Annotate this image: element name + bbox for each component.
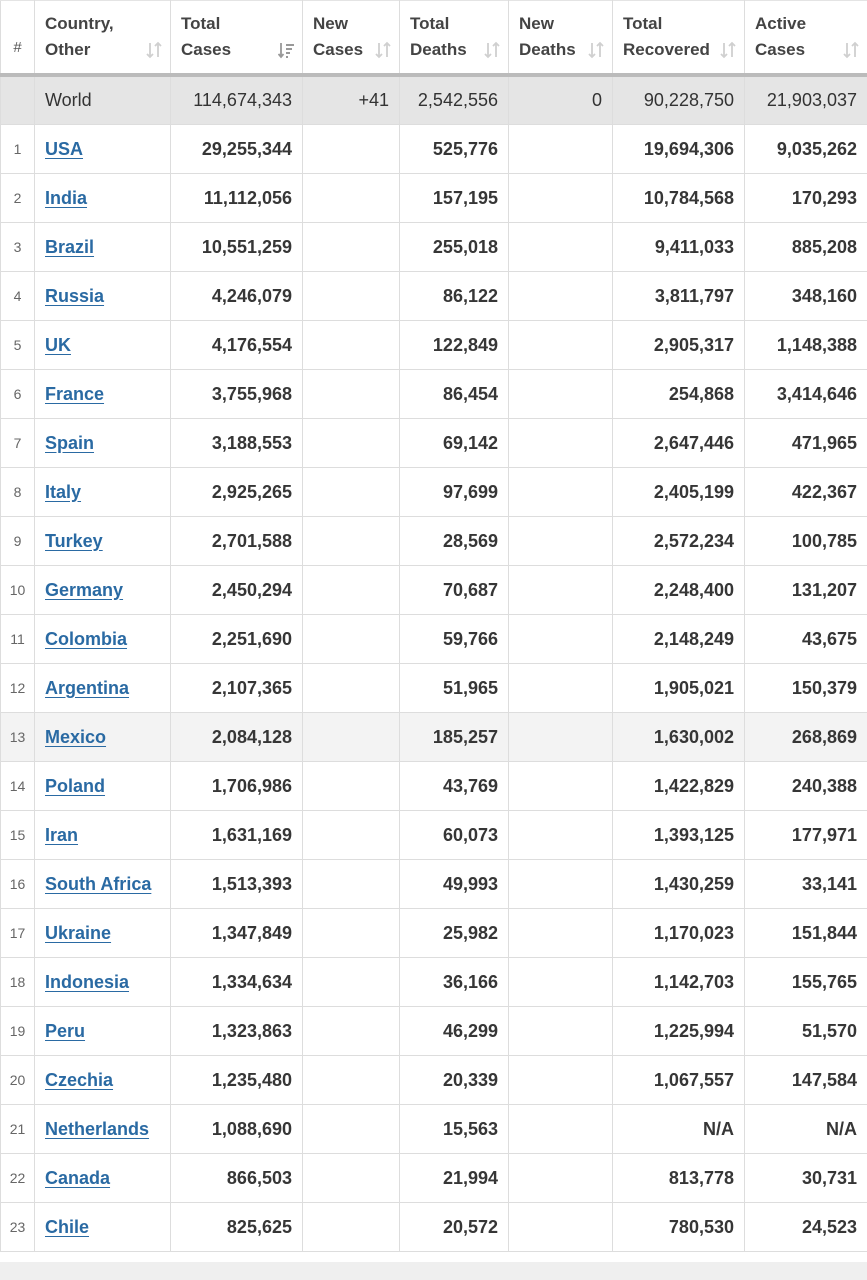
sort-arrows-icon[interactable]: [146, 41, 162, 59]
new-deaths-cell: [509, 1203, 613, 1252]
index-cell: 6: [1, 370, 35, 419]
world-row: [1, 75, 867, 125]
header-total-recovered-line1: Total: [623, 13, 663, 33]
header-index: [1, 1, 35, 75]
country-cell[interactable]: [35, 664, 171, 713]
total-recovered-cell: 1,422,829: [613, 762, 745, 811]
table-row: [1, 958, 867, 1007]
table-row: [1, 419, 867, 468]
index-cell: 4: [1, 272, 35, 321]
country-cell[interactable]: [35, 713, 171, 762]
new-cases-cell: [303, 566, 400, 615]
total-deaths-cell: 60,073: [400, 811, 509, 860]
new-cases-cell: [303, 468, 400, 517]
new-cases-cell: [303, 321, 400, 370]
new-cases-cell: [303, 615, 400, 664]
index-cell: 12: [1, 664, 35, 713]
country-cell[interactable]: [35, 174, 171, 223]
active-cases-cell: 33,141: [745, 860, 867, 909]
total-deaths-cell: 255,018: [400, 223, 509, 272]
total-deaths-cell: 25,982: [400, 909, 509, 958]
country-cell[interactable]: [35, 860, 171, 909]
active-cases-cell: N/A: [745, 1105, 867, 1154]
total-cases-cell: 2,450,294: [171, 566, 303, 615]
table-row: [1, 468, 867, 517]
country-cell[interactable]: [35, 125, 171, 174]
total-cases-cell: 1,706,986: [171, 762, 303, 811]
total-recovered-cell: 813,778: [613, 1154, 745, 1203]
country-link[interactable]: Indonesia: [45, 971, 130, 992]
sort-arrows-icon[interactable]: [843, 41, 859, 59]
active-cases-cell: 1,148,388: [745, 321, 867, 370]
total-cases-cell: 2,925,265: [171, 468, 303, 517]
total-recovered-cell: 19,694,306: [613, 125, 745, 174]
index-cell: 9: [1, 517, 35, 566]
country-cell[interactable]: [35, 1056, 171, 1105]
total-cases-cell: 4,246,079: [171, 272, 303, 321]
index-cell: 11: [1, 615, 35, 664]
table-row: [1, 909, 867, 958]
country-link[interactable]: Czechia: [45, 1069, 114, 1090]
header-total-recovered[interactable]: [613, 1, 745, 75]
total-cases-cell: 1,513,393: [171, 860, 303, 909]
total-deaths-cell: 185,257: [400, 713, 509, 762]
new-deaths-cell: [509, 1105, 613, 1154]
new-cases-cell: [303, 860, 400, 909]
total-recovered-cell: 10,784,568: [613, 174, 745, 223]
country-cell[interactable]: [35, 762, 171, 811]
bottom-strip: [0, 1262, 867, 1280]
total-deaths-cell: 157,195: [400, 174, 509, 223]
total-recovered-cell: 1,393,125: [613, 811, 745, 860]
new-cases-cell: [303, 1007, 400, 1056]
total-recovered-cell: 2,905,317: [613, 321, 745, 370]
country-link[interactable]: Peru: [45, 1020, 86, 1041]
index-cell: 1: [1, 125, 35, 174]
index-cell: 14: [1, 762, 35, 811]
total-cases-cell: 11,112,056: [171, 174, 303, 223]
header-total-deaths[interactable]: [400, 1, 509, 75]
total-deaths-cell: 525,776: [400, 125, 509, 174]
table-row: [1, 223, 867, 272]
new-deaths-cell: [509, 321, 613, 370]
header-total-recovered-line2: Recovered: [623, 39, 710, 59]
header-total-cases-line2: Cases: [181, 39, 232, 59]
header-total-cases[interactable]: [171, 1, 303, 75]
country-cell[interactable]: [35, 958, 171, 1007]
total-recovered-cell: 1,067,557: [613, 1056, 745, 1105]
sort-arrows-icon[interactable]: [588, 41, 604, 59]
table-row: [1, 272, 867, 321]
new-deaths-cell: [509, 517, 613, 566]
index-cell: 7: [1, 419, 35, 468]
active-cases-cell: 150,379: [745, 664, 867, 713]
index-cell: 20: [1, 1056, 35, 1105]
total-deaths-cell: 43,769: [400, 762, 509, 811]
active-cases-cell: 348,160: [745, 272, 867, 321]
index-cell: 21: [1, 1105, 35, 1154]
country-cell[interactable]: [35, 1105, 171, 1154]
new-cases-cell: [303, 1056, 400, 1105]
total-recovered-cell: 2,405,199: [613, 468, 745, 517]
total-recovered-cell: 1,225,994: [613, 1007, 745, 1056]
world-index-cell: [1, 75, 35, 125]
active-cases-cell: 151,844: [745, 909, 867, 958]
total-recovered-cell: 2,148,249: [613, 615, 745, 664]
total-cases-cell: 1,334,634: [171, 958, 303, 1007]
header-index-label: #: [13, 38, 22, 56]
table-row: [1, 1154, 867, 1203]
total-cases-cell: 4,176,554: [171, 321, 303, 370]
country-link[interactable]: Mexico: [45, 726, 107, 747]
table-row: [1, 1007, 867, 1056]
country-cell[interactable]: [35, 517, 171, 566]
country-link[interactable]: France: [45, 383, 105, 404]
country-link[interactable]: Italy: [45, 481, 82, 502]
table-row: [1, 615, 867, 664]
world-new-cases-cell: +41: [303, 75, 400, 125]
country-cell[interactable]: [35, 223, 171, 272]
header-new-deaths[interactable]: [509, 1, 613, 75]
total-cases-cell: 3,755,968: [171, 370, 303, 419]
new-deaths-cell: [509, 811, 613, 860]
new-cases-cell: [303, 811, 400, 860]
country-cell[interactable]: [35, 468, 171, 517]
new-deaths-cell: [509, 713, 613, 762]
new-deaths-cell: [509, 468, 613, 517]
new-deaths-cell: [509, 1007, 613, 1056]
total-deaths-cell: 20,572: [400, 1203, 509, 1252]
total-deaths-cell: 86,454: [400, 370, 509, 419]
total-recovered-cell: 2,572,234: [613, 517, 745, 566]
new-deaths-cell: [509, 958, 613, 1007]
world-active-cases-cell: 21,903,037: [745, 75, 867, 125]
country-link[interactable]: Spain: [45, 432, 95, 453]
sort-arrows-icon[interactable]: [484, 41, 500, 59]
index-cell: 2: [1, 174, 35, 223]
active-cases-cell: 43,675: [745, 615, 867, 664]
new-deaths-cell: [509, 1154, 613, 1203]
table-row: [1, 1203, 867, 1252]
index-cell: 13: [1, 713, 35, 762]
new-deaths-cell: [509, 566, 613, 615]
total-recovered-cell: N/A: [613, 1105, 745, 1154]
world-total-deaths-cell: 2,542,556: [400, 75, 509, 125]
country-link[interactable]: Ukraine: [45, 922, 112, 943]
active-cases-cell: 885,208: [745, 223, 867, 272]
total-deaths-cell: 36,166: [400, 958, 509, 1007]
header-country[interactable]: [35, 1, 171, 75]
country-link[interactable]: India: [45, 187, 88, 208]
total-cases-cell: 1,631,169: [171, 811, 303, 860]
active-cases-cell: 155,765: [745, 958, 867, 1007]
table-header: [1, 1, 867, 75]
table-row: [1, 1105, 867, 1154]
table-row: [1, 517, 867, 566]
table-row: [1, 1056, 867, 1105]
country-link[interactable]: Russia: [45, 285, 105, 306]
sort-arrows-icon[interactable]: [720, 41, 736, 59]
new-cases-cell: [303, 1154, 400, 1203]
country-link[interactable]: South Africa: [45, 873, 152, 894]
total-cases-cell: 29,255,344: [171, 125, 303, 174]
table-body: [1, 75, 867, 1252]
country-link[interactable]: Canada: [45, 1167, 111, 1188]
new-cases-cell: [303, 1203, 400, 1252]
country-link[interactable]: USA: [45, 138, 84, 159]
active-cases-cell: 471,965: [745, 419, 867, 468]
header-active-cases[interactable]: [745, 1, 867, 75]
country-cell[interactable]: [35, 1203, 171, 1252]
total-recovered-cell: 1,905,021: [613, 664, 745, 713]
total-cases-cell: 3,188,553: [171, 419, 303, 468]
total-deaths-cell: 59,766: [400, 615, 509, 664]
total-deaths-cell: 49,993: [400, 860, 509, 909]
total-recovered-cell: 1,170,023: [613, 909, 745, 958]
index-cell: 22: [1, 1154, 35, 1203]
header-active-cases-line1: Active: [755, 13, 807, 33]
index-cell: 15: [1, 811, 35, 860]
country-link[interactable]: Germany: [45, 579, 124, 600]
country-cell[interactable]: [35, 370, 171, 419]
active-cases-cell: 9,035,262: [745, 125, 867, 174]
new-deaths-cell: [509, 174, 613, 223]
total-recovered-cell: 3,811,797: [613, 272, 745, 321]
total-deaths-cell: 122,849: [400, 321, 509, 370]
header-new-cases-line2: Cases: [313, 39, 364, 59]
total-cases-cell: 2,084,128: [171, 713, 303, 762]
total-recovered-cell: 1,142,703: [613, 958, 745, 1007]
header-total-deaths-line1: Total: [410, 13, 450, 33]
country-cell[interactable]: [35, 419, 171, 468]
total-recovered-cell: 2,248,400: [613, 566, 745, 615]
country-cell[interactable]: [35, 615, 171, 664]
header-country-line2: Other: [45, 39, 91, 59]
active-cases-cell: 170,293: [745, 174, 867, 223]
active-cases-cell: 30,731: [745, 1154, 867, 1203]
new-deaths-cell: [509, 125, 613, 174]
new-cases-cell: [303, 958, 400, 1007]
table-row: [1, 370, 867, 419]
total-deaths-cell: 20,339: [400, 1056, 509, 1105]
total-recovered-cell: 9,411,033: [613, 223, 745, 272]
country-link[interactable]: Turkey: [45, 530, 103, 551]
country-cell[interactable]: [35, 321, 171, 370]
new-deaths-cell: [509, 419, 613, 468]
new-cases-cell: [303, 909, 400, 958]
country-link[interactable]: Brazil: [45, 236, 95, 257]
country-link[interactable]: Chile: [45, 1216, 90, 1237]
index-cell: 17: [1, 909, 35, 958]
new-cases-cell: [303, 272, 400, 321]
world-new-deaths-cell: 0: [509, 75, 613, 125]
sort-arrows-icon[interactable]: [375, 41, 391, 59]
total-cases-cell: 1,235,480: [171, 1056, 303, 1105]
new-cases-cell: [303, 174, 400, 223]
header-new-cases-line1: New: [313, 13, 348, 33]
header-total-deaths-line2: Deaths: [410, 39, 467, 59]
total-cases-cell: 825,625: [171, 1203, 303, 1252]
country-link[interactable]: Iran: [45, 824, 79, 845]
total-cases-cell: 10,551,259: [171, 223, 303, 272]
total-deaths-cell: 21,994: [400, 1154, 509, 1203]
new-deaths-cell: [509, 860, 613, 909]
header-country-line1: Country,: [45, 13, 114, 33]
table-row: [1, 860, 867, 909]
active-cases-cell: 422,367: [745, 468, 867, 517]
country-link[interactable]: Colombia: [45, 628, 128, 649]
total-recovered-cell: 1,430,259: [613, 860, 745, 909]
country-link[interactable]: UK: [45, 334, 71, 355]
index-cell: 19: [1, 1007, 35, 1056]
table-row: [1, 321, 867, 370]
total-cases-cell: 866,503: [171, 1154, 303, 1203]
new-cases-cell: [303, 223, 400, 272]
total-deaths-cell: 46,299: [400, 1007, 509, 1056]
total-cases-cell: 1,323,863: [171, 1007, 303, 1056]
active-cases-cell: 240,388: [745, 762, 867, 811]
new-deaths-cell: [509, 370, 613, 419]
new-deaths-cell: [509, 664, 613, 713]
header-active-cases-line2: Cases: [755, 39, 806, 59]
header-new-deaths-line2: Deaths: [519, 39, 576, 59]
index-cell: 23: [1, 1203, 35, 1252]
total-recovered-cell: 780,530: [613, 1203, 745, 1252]
header-new-cases[interactable]: [303, 1, 400, 75]
total-cases-cell: 2,701,588: [171, 517, 303, 566]
total-recovered-cell: 2,647,446: [613, 419, 745, 468]
active-cases-cell: 177,971: [745, 811, 867, 860]
country-link[interactable]: Argentina: [45, 677, 130, 698]
country-cell[interactable]: [35, 272, 171, 321]
country-cell[interactable]: [35, 566, 171, 615]
index-cell: 16: [1, 860, 35, 909]
header-total-cases-line1: Total: [181, 13, 221, 33]
total-deaths-cell: 69,142: [400, 419, 509, 468]
active-cases-cell: 3,414,646: [745, 370, 867, 419]
index-cell: 10: [1, 566, 35, 615]
active-cases-cell: 51,570: [745, 1007, 867, 1056]
table-row: [1, 713, 867, 762]
new-deaths-cell: [509, 272, 613, 321]
index-cell: 3: [1, 223, 35, 272]
active-cases-cell: 268,869: [745, 713, 867, 762]
total-deaths-cell: 97,699: [400, 468, 509, 517]
table-row: [1, 125, 867, 174]
total-cases-cell: 2,251,690: [171, 615, 303, 664]
country-cell[interactable]: [35, 909, 171, 958]
new-deaths-cell: [509, 909, 613, 958]
index-cell: 18: [1, 958, 35, 1007]
index-cell: 5: [1, 321, 35, 370]
country-link[interactable]: Poland: [45, 775, 106, 796]
new-cases-cell: [303, 762, 400, 811]
table-row: [1, 762, 867, 811]
new-cases-cell: [303, 517, 400, 566]
country-cell[interactable]: [35, 1154, 171, 1203]
new-cases-cell: [303, 419, 400, 468]
new-deaths-cell: [509, 762, 613, 811]
total-cases-cell: 1,088,690: [171, 1105, 303, 1154]
world-total-recovered-cell: 90,228,750: [613, 75, 745, 125]
total-deaths-cell: 70,687: [400, 566, 509, 615]
new-deaths-cell: [509, 615, 613, 664]
new-cases-cell: [303, 664, 400, 713]
total-cases-cell: 1,347,849: [171, 909, 303, 958]
table-row: [1, 566, 867, 615]
table-row: [1, 664, 867, 713]
world-country-cell: World: [35, 75, 171, 125]
total-recovered-cell: 254,868: [613, 370, 745, 419]
new-cases-cell: [303, 713, 400, 762]
active-cases-cell: 24,523: [745, 1203, 867, 1252]
total-deaths-cell: 28,569: [400, 517, 509, 566]
active-cases-cell: 131,207: [745, 566, 867, 615]
sort-descending-icon[interactable]: [278, 41, 294, 59]
table-row: [1, 811, 867, 860]
total-cases-cell: 2,107,365: [171, 664, 303, 713]
table-row: [1, 174, 867, 223]
new-deaths-cell: [509, 1056, 613, 1105]
new-deaths-cell: [509, 223, 613, 272]
total-recovered-cell: 1,630,002: [613, 713, 745, 762]
active-cases-cell: 147,584: [745, 1056, 867, 1105]
world-total-cases-cell: 114,674,343: [171, 75, 303, 125]
new-cases-cell: [303, 125, 400, 174]
country-cell[interactable]: [35, 1007, 171, 1056]
new-cases-cell: [303, 370, 400, 419]
country-cell[interactable]: [35, 811, 171, 860]
total-deaths-cell: 15,563: [400, 1105, 509, 1154]
active-cases-cell: 100,785: [745, 517, 867, 566]
country-link[interactable]: Netherlands: [45, 1118, 150, 1139]
index-cell: 8: [1, 468, 35, 517]
total-deaths-cell: 51,965: [400, 664, 509, 713]
total-deaths-cell: 86,122: [400, 272, 509, 321]
header-new-deaths-line1: New: [519, 13, 554, 33]
new-cases-cell: [303, 1105, 400, 1154]
